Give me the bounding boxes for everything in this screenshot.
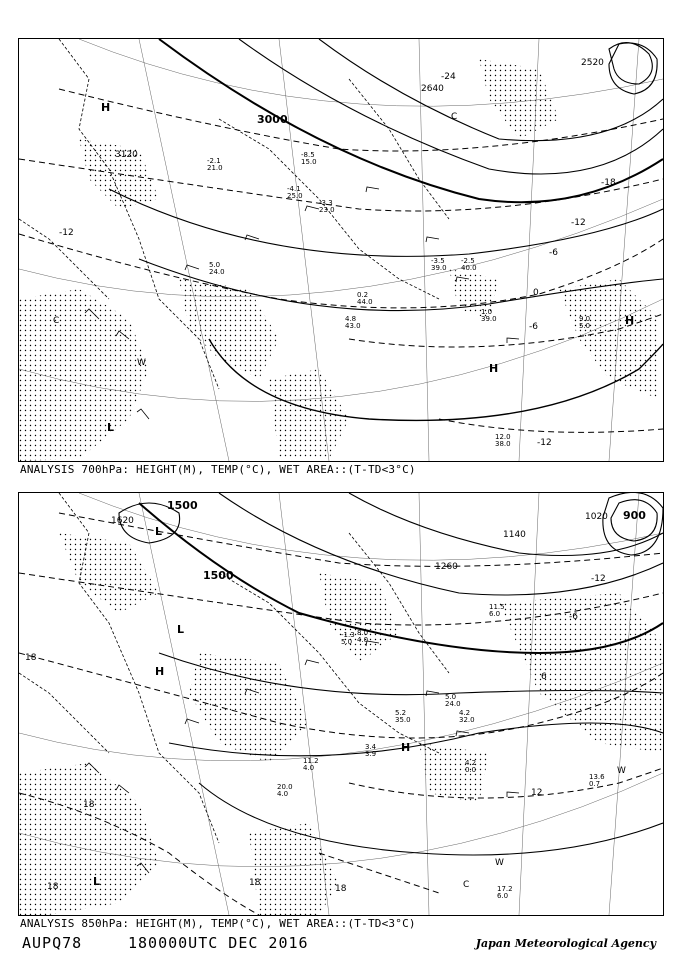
isotherm-label: 18 bbox=[47, 882, 59, 892]
warm-center: W bbox=[617, 766, 626, 776]
svg-text:4.8: 4.8 bbox=[345, 315, 357, 323]
map-700hpa-canvas bbox=[19, 39, 663, 461]
svg-text:4.0: 4.0 bbox=[277, 790, 289, 798]
svg-text:5.2: 5.2 bbox=[395, 709, 407, 717]
svg-text:-3.3: -3.3 bbox=[319, 199, 333, 207]
svg-text:40.0: 40.0 bbox=[461, 264, 477, 272]
wet-area bbox=[19, 59, 659, 461]
isotherm-label: -12 bbox=[537, 438, 552, 448]
low-center: L bbox=[93, 875, 101, 888]
high-center: H bbox=[625, 314, 635, 327]
cold-center: C bbox=[53, 316, 60, 326]
svg-text:5.0: 5.0 bbox=[445, 693, 457, 701]
isotherm-label: 12 bbox=[531, 788, 543, 798]
valid-time: 180000UTC DEC 2016 bbox=[128, 934, 309, 952]
isotherm-label: 6 bbox=[541, 672, 547, 682]
height-contours bbox=[109, 39, 663, 420]
cold-center: C bbox=[451, 112, 458, 122]
chart-caption-700hpa: ANALYSIS 700hPa: HEIGHT(M), TEMP(°C), WET AREA::(T-TD<3°C) bbox=[20, 463, 416, 476]
svg-text:23.0: 23.0 bbox=[319, 206, 335, 214]
warm-center: W bbox=[495, 858, 504, 868]
svg-text:4.0: 4.0 bbox=[303, 764, 315, 772]
height-label: 1140 bbox=[503, 530, 526, 540]
height-label: 900 bbox=[623, 509, 646, 522]
svg-text:-4.1: -4.1 bbox=[287, 185, 301, 193]
height-label: 3120 bbox=[115, 150, 138, 160]
svg-text:3.9: 3.9 bbox=[365, 750, 377, 758]
svg-text:24.0: 24.0 bbox=[445, 700, 461, 708]
svg-text:11.2: 11.2 bbox=[303, 757, 319, 765]
svg-text:9.0: 9.0 bbox=[579, 315, 591, 323]
svg-text:4.2: 4.2 bbox=[459, 709, 471, 717]
svg-text:39.0: 39.0 bbox=[431, 264, 447, 272]
svg-text:24.0: 24.0 bbox=[209, 268, 225, 276]
chart-caption-850hpa: ANALYSIS 850hPa: HEIGHT(M), TEMP(°C), WET AREA::(T-TD<3°C) bbox=[20, 917, 416, 930]
high-center: H bbox=[101, 101, 111, 114]
height-label: 1620 bbox=[111, 516, 134, 526]
station-plot bbox=[207, 151, 590, 448]
svg-text:21.0: 21.0 bbox=[207, 164, 223, 172]
svg-text:1.0: 1.0 bbox=[481, 308, 493, 316]
svg-text:0.2: 0.2 bbox=[357, 291, 369, 299]
svg-text:25.0: 25.0 bbox=[287, 192, 303, 200]
svg-text:39.0: 39.0 bbox=[481, 315, 497, 323]
low-center: L bbox=[177, 623, 185, 636]
chart-code: AUPQ78 bbox=[22, 934, 83, 952]
svg-text:-2.1: -2.1 bbox=[207, 157, 221, 165]
isotherm-label: -12 bbox=[571, 218, 586, 228]
high-center: H bbox=[155, 665, 165, 678]
svg-text:13.6: 13.6 bbox=[589, 773, 605, 781]
map-850hpa bbox=[18, 492, 664, 916]
svg-text:20.0: 20.0 bbox=[277, 783, 293, 791]
map-850hpa-canvas bbox=[19, 493, 663, 915]
agency-name: Japan Meteorological Agency bbox=[475, 937, 656, 950]
svg-text:43.0: 43.0 bbox=[345, 322, 361, 330]
svg-text:11.5: 11.5 bbox=[489, 603, 505, 611]
low-center: L bbox=[155, 525, 163, 538]
isotherm-label: 18 bbox=[25, 653, 37, 663]
svg-text:17.2: 17.2 bbox=[497, 885, 513, 893]
svg-text:6.0: 6.0 bbox=[497, 892, 509, 900]
isotherm-label: -6 bbox=[569, 612, 578, 622]
cold-center: C bbox=[463, 880, 470, 890]
isotherm-label: -12 bbox=[591, 574, 606, 584]
isotherm-label: 0 bbox=[533, 288, 539, 298]
high-center: H bbox=[489, 362, 499, 375]
isotherm-label: -24 bbox=[441, 72, 456, 82]
svg-text:8.0: 8.0 bbox=[357, 629, 369, 637]
svg-text:38.0: 38.0 bbox=[495, 440, 511, 448]
height-label: 1500 bbox=[167, 499, 198, 512]
svg-text:4.0: 4.0 bbox=[357, 636, 369, 644]
svg-text:3.4: 3.4 bbox=[365, 743, 377, 751]
isotherm-label: -12 bbox=[59, 228, 74, 238]
isotherm-label: 18 bbox=[335, 884, 347, 894]
height-label: 1020 bbox=[585, 512, 608, 522]
svg-text:5.0: 5.0 bbox=[209, 261, 221, 269]
height-label: 1500 bbox=[203, 569, 234, 582]
height-label: 2640 bbox=[421, 84, 444, 94]
svg-text:32.0: 32.0 bbox=[459, 716, 475, 724]
svg-text:0.0: 0.0 bbox=[465, 766, 477, 774]
height-label: 1260 bbox=[435, 562, 458, 572]
svg-text:5.0: 5.0 bbox=[341, 638, 353, 646]
isotherm-label: -18 bbox=[601, 178, 616, 188]
isotherm-label: 18 bbox=[249, 878, 261, 888]
svg-text:-2.5: -2.5 bbox=[461, 257, 475, 265]
svg-text:35.0: 35.0 bbox=[395, 716, 411, 724]
svg-text:12.0: 12.0 bbox=[495, 433, 511, 441]
svg-text:6.0: 6.0 bbox=[489, 610, 501, 618]
svg-text:-1.3: -1.3 bbox=[341, 631, 355, 639]
map-700hpa bbox=[18, 38, 664, 462]
low-center: L bbox=[107, 421, 115, 434]
svg-text:-3.5: -3.5 bbox=[431, 257, 445, 265]
isotherm-label: -6 bbox=[529, 322, 538, 332]
svg-text:44.0: 44.0 bbox=[357, 298, 373, 306]
svg-text:15.0: 15.0 bbox=[301, 158, 317, 166]
warm-center: W bbox=[137, 358, 146, 368]
svg-text:5.0: 5.0 bbox=[579, 322, 591, 330]
high-center: H bbox=[401, 741, 411, 754]
svg-text:4.2: 4.2 bbox=[465, 759, 477, 767]
isotherm-label: -6 bbox=[549, 248, 558, 258]
isotherm-label: 18 bbox=[83, 800, 95, 810]
height-label: 2520 bbox=[581, 58, 604, 68]
svg-text:0.7: 0.7 bbox=[589, 780, 601, 788]
svg-text:-8.5: -8.5 bbox=[301, 151, 315, 159]
height-label: 3000 bbox=[257, 113, 288, 126]
